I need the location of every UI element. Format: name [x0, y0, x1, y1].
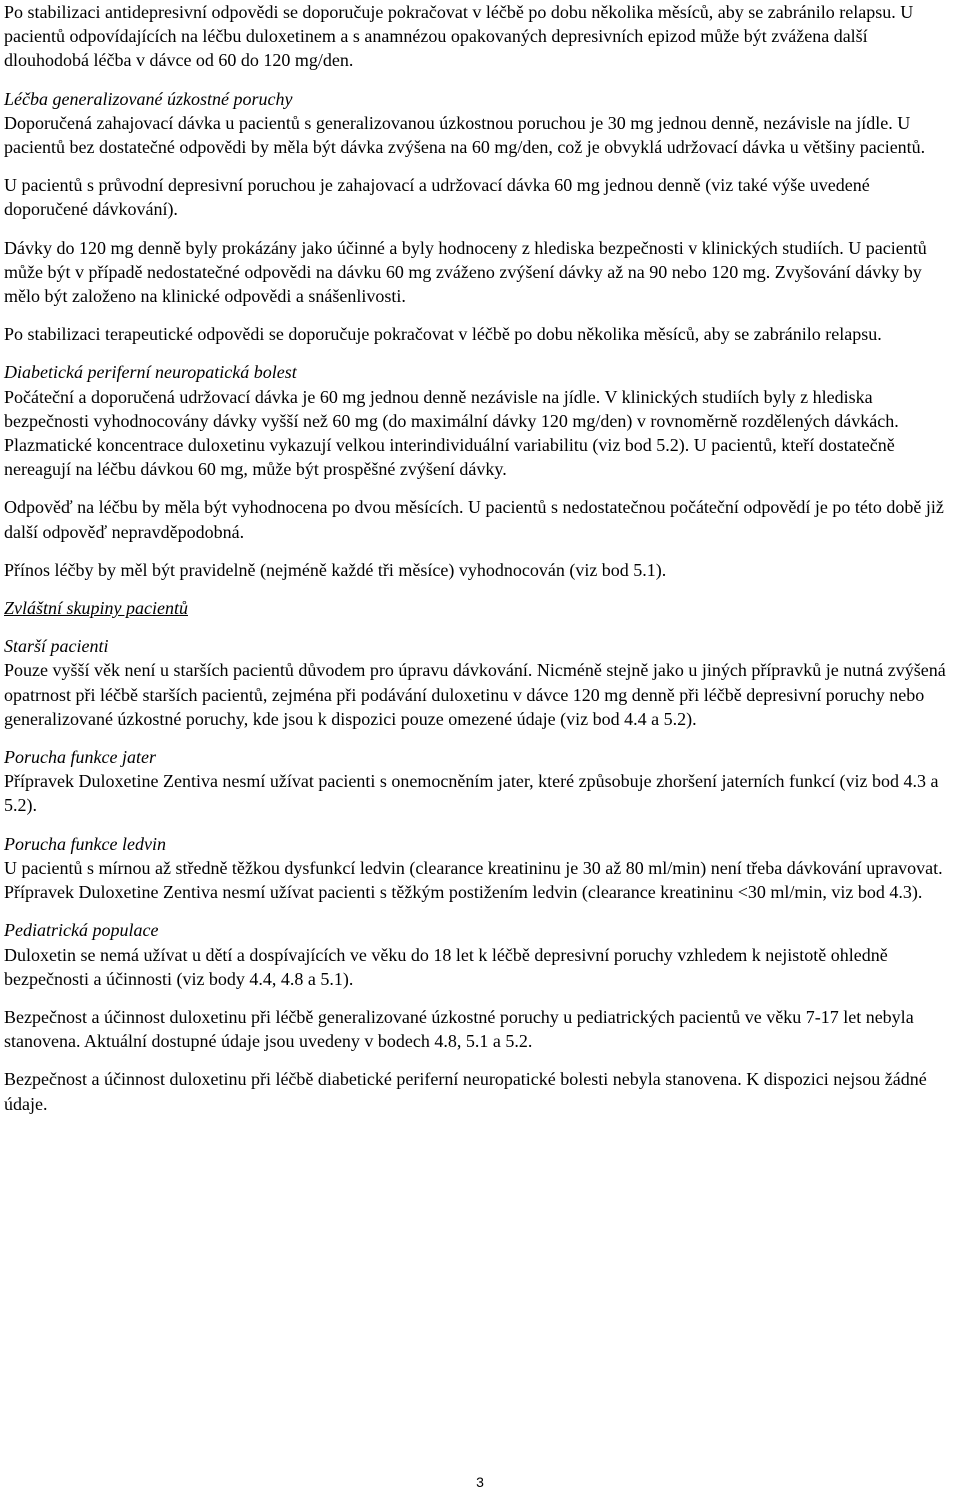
section-special-populations: [4, 596, 956, 620]
section-heading: Zvláštní skupiny pacientů: [4, 598, 188, 619]
paragraph-text: Počáteční a doporučená udržovací dávka je 60 mg jednou denně nezávisle na jídle. V klinických studiích byly z hlediska bezpečnosti vyhodnocovány dávky vyšší než 60 mg (do maximální dávky 120 mg/den) v rovnoměrně rozdělených dávkách. Plazmatické koncentrace duloxetinu vykazují velkou interindividuální variabilitu (viz bod 5.2). U pacientů, kteří dostatečně nereagují na léčbu dávkou 60 mg, může být prospěšné zvýšení dávky.: [4, 386, 899, 480]
subsection-heading: Pediatrická populace: [4, 920, 159, 941]
paragraph-maintenance-depression: [4, 0, 956, 73]
section-elderly: [4, 634, 956, 731]
page-number: 3: [476, 1474, 484, 1490]
paragraph-paediatric-gad: [4, 1005, 956, 1053]
paragraph-text: Dávky do 120 mg denně byly prokázány jako účinné a byly hodnoceny z hlediska bezpečnosti v klinických studiích. U pacientů může být v případě nedostatečné odpovědi na dávku 60 mg zváženo zvýšení dávky až na 90 nebo 120 mg. Zvyšování dávky by mělo být založeno na klinické odpovědi a snášenlivosti.: [4, 237, 927, 307]
section-paediatric-population: [4, 918, 956, 991]
paragraph-benefit-evaluation: [4, 558, 956, 582]
paragraph-comorbid-depression: [4, 173, 956, 221]
paragraph-text: U pacientů s mírnou až středně těžkou dysfunkcí ledvin (clearance kreatininu je 30 až 80 ml/min) není třeba dávkování upravovat. Přípravek Duloxetine Zentiva nesmí užívat pacienti s těžkým postižením ledvin (clearance kreatininu <30 ml/min, viz bod 4.3).: [4, 857, 943, 903]
section-renal-impairment: [4, 832, 956, 905]
paragraph-text: Pouze vyšší věk není u starších pacientů důvodem pro úpravu dávkování. Nicméně stejně jako u jiných přípravků je nutná zvýšená opatrnost při léčbě starších pacientů, zejména při podávání duloxetinu v dávce 120 mg denně při léčbě depresivní poruchy nebo generalizované úzkostné poruchy, kde jsou k dispozici pouze omezené údaje (viz bod 4.4 a 5.2).: [4, 660, 946, 729]
paragraph-text: Po stabilizaci terapeutické odpovědi se doporučuje pokračovat v léčbě po dobu několika měsíců, aby se zabránilo relapsu.: [4, 324, 882, 345]
paragraph-dose-escalation: [4, 236, 956, 309]
subsection-heading: Starší pacienti: [4, 636, 109, 657]
subsection-heading: Porucha funkce jater: [4, 747, 156, 768]
paragraph-text: Bezpečnost a účinnost duloxetinu při léčbě diabetické periferní neuropatické bolesti nebyla stanovena. K dispozici nejsou žádné údaje.: [4, 1069, 927, 1114]
paragraph-text: Bezpečnost a účinnost duloxetinu při léčbě generalizované úzkostné poruchy u pediatrických pacientů ve věku 7-17 let nebyla stanovena. Aktuální dostupné údaje jsou uvedeny v bodech 4.8, 5.1 a 5.2.: [4, 1006, 914, 1052]
paragraph-text: U pacientů s průvodní depresivní poruchou je zahajovací a udržovací dávka 60 mg jednou denně (viz také výše uvedené doporučené dávkování).: [4, 175, 870, 220]
paragraph-text: Odpověď na léčbu by měla být vyhodnocena po dvou měsících. U pacientů s nedostatečnou počáteční odpovědí je po této době již další odpověď nepravděpodobná.: [4, 497, 944, 542]
paragraph-text: Duloxetin se nemá užívat u dětí a dospívajících ve věku do 18 let k léčbě depresivní poruchy vzhledem k nejistotě ohledně bezpečnosti a účinnosti (viz body 4.4, 4.8 a 5.1).: [4, 944, 888, 989]
document-page: [4, 0, 956, 1130]
paragraph-text: Přípravek Duloxetine Zentiva nesmí užívat pacienti s onemocněním jater, které způsobuje zhoršení jaterních funkcí (viz bod 4.3 a 5.2).: [4, 771, 939, 816]
section-diabetic-neuropathic-pain: [4, 360, 956, 481]
paragraph-response-evaluation: [4, 495, 956, 543]
section-hepatic-impairment: [4, 745, 956, 818]
paragraph-paediatric-neuropathic: [4, 1067, 956, 1115]
paragraph-text: Po stabilizaci antidepresivní odpovědi se doporučuje pokračovat v léčbě po dobu několika měsíců, aby se zabránilo relapsu. U pacientů odpovídajících na léčbu duloxetinem a s anamnézou opakovaných depresivních epizod může být zvážena další dlouhodobá léčba v dávce od 60 do 120 mg/den.: [4, 2, 914, 71]
paragraph-text: Přínos léčby by měl být pravidelně (nejméně každé tři měsíce) vyhodnocován (viz bod 5.1).: [4, 559, 667, 580]
subsection-heading: Léčba generalizované úzkostné poruchy: [4, 88, 293, 109]
subsection-heading: Diabetická periferní neuropatická bolest: [4, 362, 297, 383]
paragraph-maintenance-therapeutic: [4, 322, 956, 346]
subsection-heading: Porucha funkce ledvin: [4, 833, 166, 854]
section-gad-treatment: [4, 87, 956, 160]
paragraph-text: Doporučená zahajovací dávka u pacientů s generalizovanou úzkostnou poruchou je 30 mg jednou denně, nezávisle na jídle. U pacientů bez dostatečné odpovědi by měla být dávka zvýšena na 60 mg/den, což je obvyklá udržovací dávka u většiny pacientů.: [4, 112, 926, 158]
